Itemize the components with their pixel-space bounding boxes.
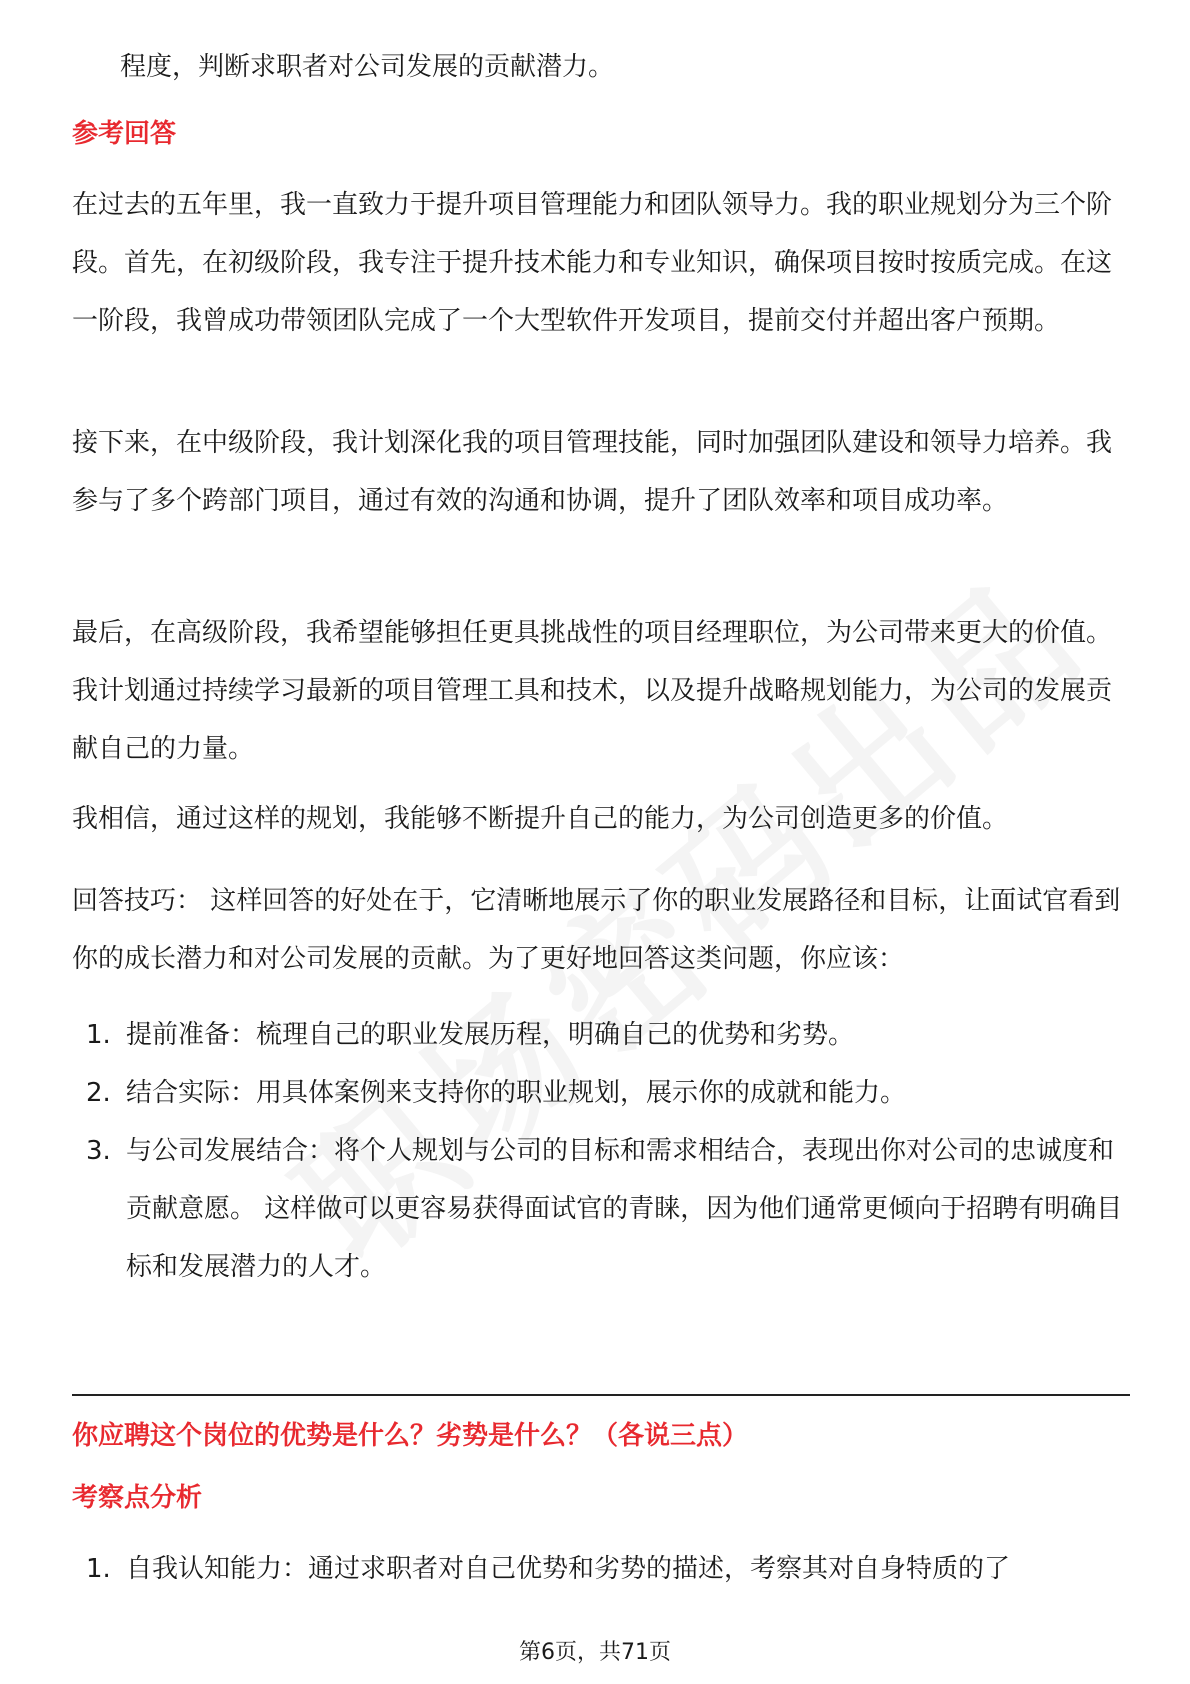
list-number: 3.	[86, 1136, 111, 1166]
list-text: 与公司发展结合：将个人规划与公司的目标和需求相结合，表现出你对公司的忠诚度和贡献意愿。 这样做可以更容易获得面试官的青睐，因为他们通常更倾向于招聘有明确目标和发展潜力的人才。	[126, 1136, 1123, 1282]
list-text: 提前准备：梳理自己的职业发展历程，明确自己的优势和劣势。	[126, 1020, 855, 1050]
list-text: 自我认知能力：通过求职者对自己优势和劣势的描述，考察其对自身特质的了	[126, 1554, 1011, 1584]
reference-heading: 参考回答	[72, 119, 177, 149]
list-text: 结合实际：用具体案例来支持你的职业规划，展示你的成就和能力。	[126, 1078, 907, 1108]
analysis-list	[72, 1540, 1132, 1598]
top-line: 程度，判断求职者对公司发展的贡献潜力。	[120, 52, 615, 82]
list-number: 1.	[86, 1020, 111, 1050]
analysis-heading: 考察点分析	[72, 1483, 203, 1513]
section-divider	[72, 1394, 1130, 1396]
list-item	[72, 1006, 1132, 1064]
answer-paragraph-3: 最后，在高级阶段，我希望能够担任更具挑战性的项目经理职位，为公司带来更大的价值。我计划通过持续学习最新的项目管理工具和技术，以及提升战略规划能力，为公司的发展贡献自己的力量。	[72, 618, 1113, 764]
question-title: 你应聘这个岗位的优势是什么？劣势是什么？（各说三点）	[72, 1421, 749, 1451]
tips-list	[72, 1006, 1132, 1296]
list-item	[72, 1122, 1132, 1296]
tips-intro: 回答技巧： 这样回答的好处在于，它清晰地展示了你的职业发展路径和目标，让面试官看到你的成长潜力和对公司发展的贡献。为了更好地回答这类问题，你应该：	[72, 886, 1121, 974]
list-item	[72, 1540, 1132, 1598]
list-number: 2.	[86, 1078, 111, 1108]
answer-paragraph-4: 我相信，通过这样的规划，我能够不断提升自己的能力，为公司创造更多的价值。	[72, 804, 1009, 834]
page-footer: 第6页，共71页	[519, 1640, 671, 1665]
answer-paragraph-1: 在过去的五年里，我一直致力于提升项目管理能力和团队领导力。我的职业规划分为三个阶段。首先，在初级阶段，我专注于提升技术能力和专业知识，确保项目按时按质完成。在这一阶段，我曾成功带领团队完成了一个大型软件开发项目，提前交付并超出客户预期。	[72, 190, 1113, 336]
list-number: 1.	[86, 1554, 111, 1584]
answer-paragraph-2: 接下来，在中级阶段，我计划深化我的项目管理技能，同时加强团队建设和领导力培养。我参与了多个跨部门项目，通过有效的沟通和协调，提升了团队效率和项目成功率。	[72, 428, 1113, 516]
list-item	[72, 1064, 1132, 1122]
